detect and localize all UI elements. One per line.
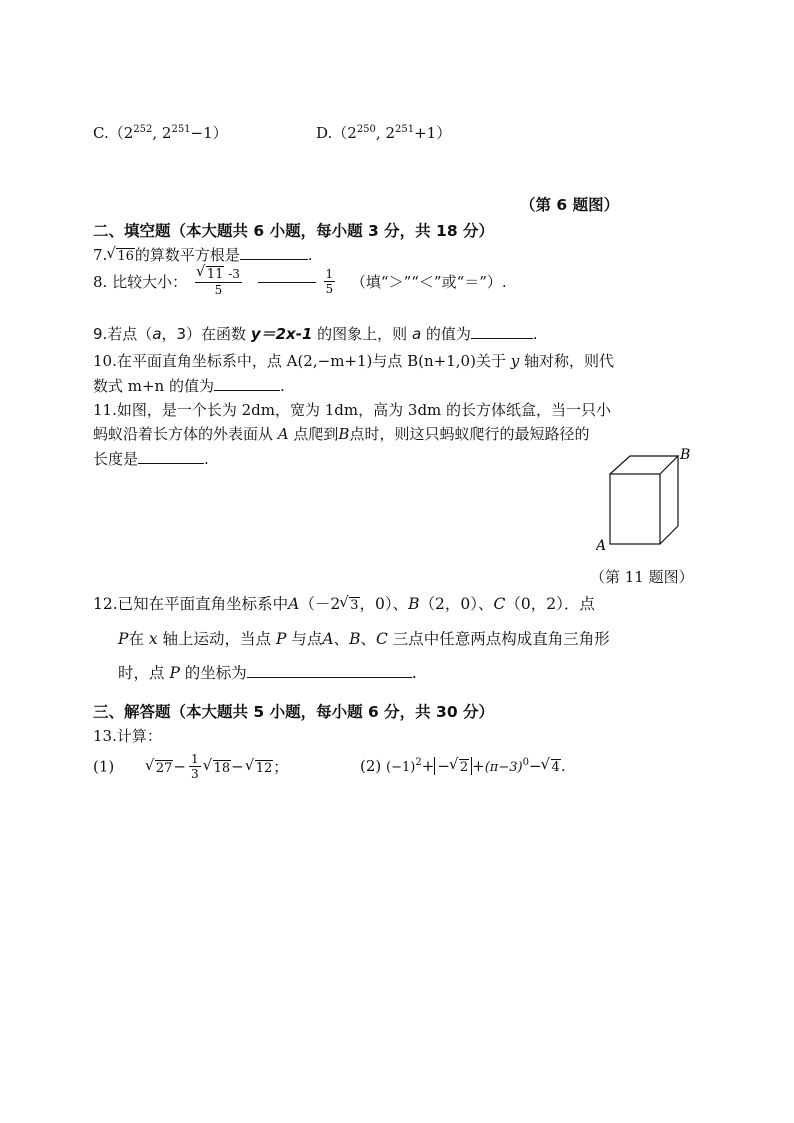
label-a: A	[596, 538, 607, 554]
fraction-one-fifth: $\frac{1}{5}$	[325, 267, 334, 296]
q6-option-c: $C.(2^{252}$, $2^{251}-1$）	[93, 124, 228, 142]
sqrt-symbol: √ 16	[107, 246, 135, 264]
question-13-part1: (1) √ 27− $\frac{1}{3}$ √ 18−√ 12；	[93, 752, 288, 781]
question-11-line2: 蚂蚁沿着长方体的外表面从 A 点爬到B点时，则这只蚂蚁爬行的最短路径的	[93, 425, 590, 443]
question-13-part2: (2) $(-1)^2+$ −√ $2 +(\pi-3)^0-√$ 4.	[360, 757, 566, 775]
question-9: 9.若点（a，3）在函数 y＝2x-1 的图象上，则 a 的值为 .	[93, 325, 538, 343]
question-13-title: 13.计算：	[93, 727, 162, 745]
question-11-line1: 11.如图，是一个长为 2dm，宽为 1dm，高为 3dm 的长方体纸盒，当一只小	[93, 401, 612, 419]
cuboid-figure	[596, 446, 700, 554]
question-10-line1: 10.在平面直角坐标系中，点 A(2,−m+1)与点 B(n+1,0)关于 y 轴对称，则代	[93, 352, 614, 370]
fraction-sqrt11: √ $\frac{11 -3}{5}$	[195, 266, 242, 297]
question-10-line2: 数式 m+n 的值为 .	[93, 377, 285, 395]
label-b: B	[680, 447, 691, 463]
question-11-line3: 长度是 .	[93, 450, 209, 468]
question-12-line3: 时，点 P 的坐标为 .	[118, 664, 417, 682]
question-7: 7.√ 16的算数平方根是 .	[93, 244, 313, 265]
question-12-line2: P在 x 轴上运动，当点 P 与点A、B、C 三点中任意两点构成直角三角形	[118, 630, 610, 648]
section2-title: 二、填空题（本大题共 6 小题，每小题 3 分，共 18 分）	[93, 222, 495, 240]
section3-title: 三、解答题（本大题共 5 小题，每小题 6 分，共 30 分）	[93, 703, 495, 721]
q6-caption: （第 6 题图）	[520, 196, 620, 214]
question-12-line1: 12.已知在平面直角坐标系中A（－2√ 3，0）、B（2，0）、C（0，2）．点	[93, 592, 595, 614]
question-8: 8. 比较大小： √ $\frac{11 -3}{5}$ $\frac{1}{5}$ （填“＞”“＜”或“＝”）.	[93, 266, 507, 297]
q6-option-d: $D.(2^{250}$, $2^{251}+1$）	[316, 124, 452, 142]
q11-caption: （第 11 题图）	[590, 568, 694, 586]
